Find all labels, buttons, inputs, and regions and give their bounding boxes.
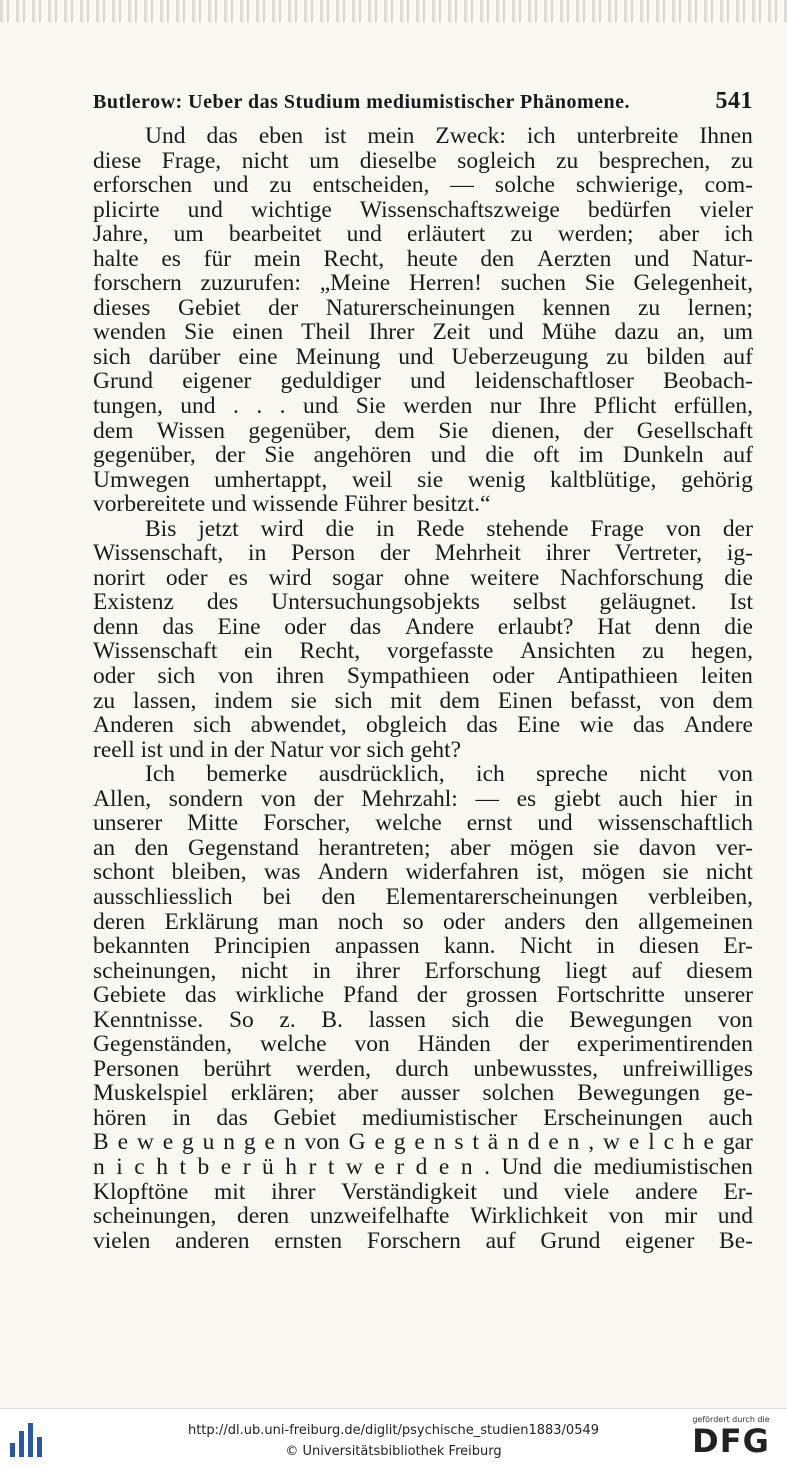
text-line-content: forschern zuzurufen: „Meine Herren! suchen Sie Gelegenheit,: [93, 270, 753, 297]
text-line: [93, 394, 753, 419]
text-line: [93, 566, 753, 591]
text-line-content: dieses Gebiet der Naturerscheinungen kennen zu lernen;: [93, 294, 753, 321]
dfg-caption: gefördert durch die: [692, 1415, 770, 1424]
text-line: [93, 615, 753, 640]
text-line: [93, 541, 753, 566]
text-line: [93, 1008, 753, 1033]
text-line-content: Personen berührt werden, durch unbewusstes, unfreiwilliges: [93, 1055, 753, 1082]
text-line: [93, 787, 753, 812]
scan-top-edge: [0, 0, 787, 22]
text-line: [93, 419, 753, 444]
text-line-content: Klopftöne mit ihrer Verständigkeit und viele andere Er-: [93, 1178, 753, 1205]
text-line: [93, 590, 753, 615]
page-number: 541: [715, 88, 753, 114]
text-line: [93, 345, 753, 370]
footer-bar: [0, 1408, 787, 1466]
text-line-content: scheinungen, nicht in ihrer Erforschung liegt auf diesem: [93, 957, 753, 984]
running-title: Butlerow: Ueber das Studium mediumistischer Phänomene.: [93, 91, 631, 113]
text-line-content: schont bleiben, was Andern widerfahren ist, mögen sie nicht: [93, 859, 753, 886]
text-line: [93, 1204, 753, 1229]
text-line: [93, 959, 753, 984]
text-line-content: ausschliesslich bei den Elementarerscheinungen verbleiben,: [93, 883, 753, 910]
text-line: [93, 811, 753, 836]
text-line: [93, 198, 753, 223]
text-line: [93, 860, 753, 885]
text-line: [93, 934, 753, 959]
text-line-content: diese Frage, nicht um dieselbe sogleich zu besprechen, zu: [93, 147, 753, 174]
text-line-content: vielen anderen ernsten Forschern auf Grund eigener Be-: [93, 1227, 753, 1254]
text-line: [93, 517, 753, 542]
text-line-content: Bis jetzt wird die in Rede stehende Frage von der: [145, 515, 753, 542]
text-line: [93, 320, 753, 345]
text-line-content: Wissenschaft ein Recht, vorgefasste Ansichten zu hegen,: [93, 638, 753, 665]
text-line-content: Jahre, um bearbeitet und erläutert zu werden; aber ich: [93, 221, 753, 248]
text-line: reell ist und in der Natur vor sich geht?: [93, 736, 462, 763]
text-line-content: unserer Mitte Forscher, welche ernst und wissenschaftlich: [93, 810, 753, 837]
text-line-content: n i c h t b e r ü h r t w e r d e n . Und die mediumistischen: [93, 1153, 753, 1180]
running-header: [93, 88, 753, 124]
text-line-content: Wissenschaft, in Person der Mehrheit ihrer Vertreter, ig-: [93, 540, 753, 567]
text-line: [93, 1032, 753, 1057]
text-line-content: erforschen und zu entscheiden, — solche schwierige, com-: [93, 172, 753, 199]
text-line: [93, 443, 753, 468]
text-line-content: Und das eben ist mein Zweck: ich unterbreite Ihnen: [145, 123, 753, 149]
text-line: [93, 222, 753, 247]
text-line: vorbereitete und wissende Führer besitzt.“: [93, 491, 491, 518]
text-line-content: an den Gegenstand herantreten; aber mögen sie davon ver-: [93, 834, 753, 861]
text-line: [93, 762, 753, 787]
text-line-content: tungen, und . . . und Sie werden nur Ihre Pflicht erfüllen,: [93, 393, 753, 420]
text-line-content: Muskelspiel erklären; aber ausser solchen Bewegungen ge-: [93, 1080, 753, 1107]
text-line: [93, 296, 753, 321]
body-text: [93, 124, 753, 1253]
footer-url-link[interactable]: http://dl.ub.uni-freiburg.de/diglit/psychische_studien1883/0549: [187, 1423, 600, 1438]
text-line: [93, 124, 753, 149]
text-line-content: Kenntnisse. So z. B. lassen sich die Bewegungen von: [93, 1006, 753, 1033]
text-line-content: denn das Eine oder das Andere erlaubt? Hat denn die: [93, 613, 753, 640]
text-line: [93, 689, 753, 714]
footer-copyright: © Universitätsbibliothek Freiburg: [285, 1444, 502, 1459]
text-line-content: Umwegen umhertappt, weil sie wenig kaltblütige, gehörig: [93, 466, 753, 493]
text-line: [93, 369, 753, 394]
text-line: [93, 247, 753, 272]
text-line: [93, 1155, 753, 1180]
text-line-content: plicirte und wichtige Wissenschaftszweige bedürfen vieler: [93, 196, 753, 223]
text-line-content: oder sich von ihren Sympathieen oder Antipathieen leiten: [93, 663, 753, 690]
text-line-content: B e w e g u n g e n von G e g e n s t ä n d e n , w e l c h e gar: [93, 1129, 753, 1156]
text-line: [93, 149, 753, 174]
text-line: [93, 713, 753, 738]
text-line: [93, 885, 753, 910]
text-line-content: Ich bemerke ausdrücklich, ich spreche nicht von: [145, 761, 753, 788]
text-line-content: dem Wissen gegenüber, dem Sie dienen, der Gesellschaft: [93, 417, 753, 444]
text-line-content: Gegenständen, welche von Händen der experimentirenden: [93, 1031, 753, 1058]
text-line: [93, 271, 753, 296]
text-line: [93, 836, 753, 861]
text-line: [93, 1057, 753, 1082]
text-line: [93, 639, 753, 664]
book-page: [93, 88, 753, 1253]
text-line: [93, 664, 753, 689]
text-line: [93, 468, 753, 493]
text-line: [93, 1180, 753, 1205]
text-line-content: Existenz des Untersuchungsobjekts selbst geläugnet. Ist: [93, 589, 753, 616]
text-line-content: Anderen sich abwendet, obgleich das Eine wie das Andere: [93, 712, 753, 739]
text-line-content: bekannten Principien anpassen kann. Nicht in diesen Er-: [93, 933, 753, 960]
text-line-content: sich darüber eine Meinung und Ueberzeugung zu bilden auf: [93, 343, 753, 370]
text-line-content: Gebiete das wirkliche Pfand der grossen Fortschritte unserer: [93, 982, 753, 1009]
text-line: [93, 1106, 753, 1131]
text-line: [93, 1130, 753, 1155]
text-line-content: wenden Sie einen Theil Ihrer Zeit und Mühe dazu an, um: [93, 319, 753, 346]
text-line-content: deren Erklärung man noch so oder anders den allgemeinen: [93, 908, 753, 935]
text-line: [93, 1229, 753, 1254]
text-line: [93, 983, 753, 1008]
dfg-logo: [685, 1415, 777, 1458]
text-line-content: norirt oder es wird sogar ohne weitere Nachforschung die: [93, 564, 753, 591]
text-line-content: gegenüber, der Sie angehören und die oft im Dunkeln auf: [93, 442, 753, 469]
text-line-content: Grund eigener geduldiger und leidenschaftloser Beobach-: [93, 368, 753, 395]
dfg-wordmark: DFG: [692, 1422, 770, 1460]
text-line-content: halte es für mein Recht, heute den Aerzten und Natur-: [93, 245, 753, 272]
text-line: [93, 1081, 753, 1106]
text-line: [93, 910, 753, 935]
text-line: [93, 173, 753, 198]
text-line-content: Allen, sondern von der Mehrzahl: — es giebt auch hier in: [93, 785, 753, 812]
text-line-content: scheinungen, deren unzweifelhafte Wirklichkeit von mir und: [93, 1203, 753, 1230]
text-line-content: zu lassen, indem sie sich mit dem Einen befasst, von dem: [93, 687, 753, 714]
text-line-content: hören in das Gebiet mediumistischer Erscheinungen auch: [93, 1104, 753, 1131]
